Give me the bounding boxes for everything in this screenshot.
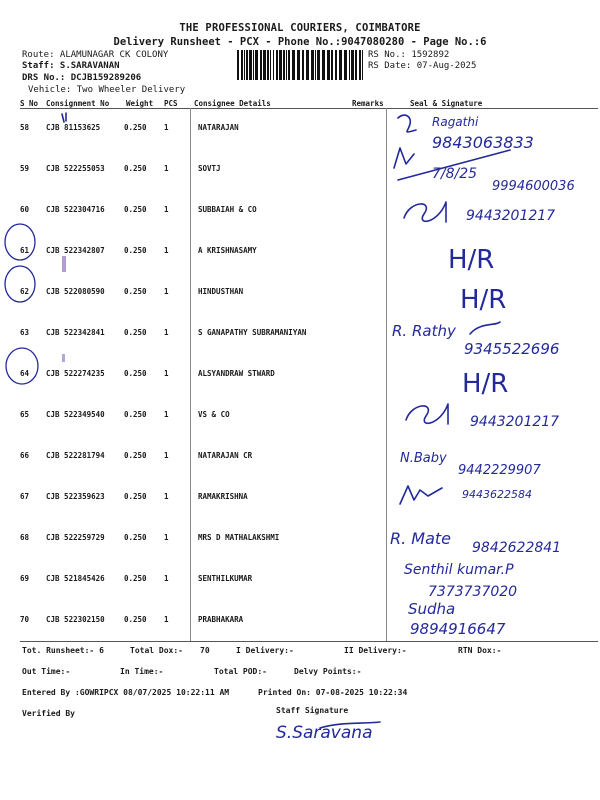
company-title: THE PROFESSIONAL COURIERS, COIMBATORE (179, 22, 421, 34)
cell-pcs: 1 (164, 123, 169, 132)
cell-weight: 0.250 (124, 492, 147, 501)
hw-phone-59: 9994600036 (492, 179, 575, 194)
cell-pcs: 1 (164, 615, 169, 624)
verified-by: Verified By (22, 709, 75, 718)
signature-scribble-67 (400, 486, 442, 504)
drs-text: DRS No.: DCJB159289206 (22, 73, 142, 83)
cell-weight: 0.250 (124, 574, 147, 583)
cell-consignment: CJB 521845426 (46, 574, 105, 583)
signature-scribble-65 (406, 404, 448, 424)
circle-mark-62 (5, 266, 35, 302)
cell-sno: 59 (20, 164, 30, 173)
hw-name-70: Sudha (408, 600, 456, 618)
signature-scribble-58 (398, 115, 416, 132)
cell-weight: 0.250 (124, 328, 147, 337)
cell-consignee: SENTHILKUMAR (198, 574, 253, 583)
cell-weight: 0.250 (124, 287, 147, 296)
hw-mark-61: H/R (448, 245, 495, 275)
cell-consignment: CJB 81153625 (46, 123, 101, 132)
cell-consignee: ALSYANDRAW STWARD (198, 369, 275, 378)
cell-consignment: CJB 522342841 (46, 328, 105, 337)
cell-pcs: 1 (164, 205, 169, 214)
cell-consignee: HINDUSTHAN (198, 287, 244, 296)
total-dox-label: Total Dox:- (130, 646, 183, 655)
circle-mark-64 (6, 348, 38, 384)
cell-weight: 0.250 (124, 615, 147, 624)
cell-weight: 0.250 (124, 164, 147, 173)
ii-delivery: II Delivery:- (344, 646, 407, 655)
cell-sno: 63 (20, 328, 30, 337)
hw-phone-70: 9894916647 (410, 620, 506, 638)
staff-text: Staff: S.SARAVANAN (22, 61, 120, 71)
cell-sno: 68 (20, 533, 30, 542)
cell-pcs: 1 (164, 533, 169, 542)
cell-consignee: S GANAPATHY SUBRAMANIYAN (198, 328, 307, 337)
cell-sno: 66 (20, 451, 30, 460)
hw-phone-60: 9443201217 (466, 208, 556, 224)
cell-pcs: 1 (164, 287, 169, 296)
cell-consignee: MRS D MATHALAKSHMI (198, 533, 280, 542)
vehicle-text: Vehicle: Two Wheeler Delivery (28, 85, 186, 95)
cell-consignment: CJB 522281794 (46, 451, 105, 460)
cell-consignment: CJB 522349540 (46, 410, 105, 419)
cell-consignee: NATARAJAN (198, 123, 239, 132)
cell-consignment: CJB 522274235 (46, 369, 105, 378)
cell-weight: 0.250 (124, 123, 147, 132)
cell-weight: 0.250 (124, 533, 147, 542)
cell-sno: 70 (20, 615, 30, 624)
cell-sno: 65 (20, 410, 30, 419)
cell-consignment: CJB 522342807 (46, 246, 105, 255)
cell-consignment: CJB 522302150 (46, 615, 105, 624)
rs-date: RS Date: 07-Aug-2025 (368, 61, 477, 71)
cell-sno: 69 (20, 574, 30, 583)
hw-name-58: Ragathi (432, 115, 479, 129)
cell-weight: 0.250 (124, 410, 147, 419)
ink-smudge-64 (62, 354, 65, 362)
hw-date-59: 7/8/25 (432, 166, 478, 182)
hw-phone-67: 9443622584 (462, 488, 532, 501)
out-time: Out Time:- (22, 667, 71, 676)
hw-name-69: Senthil kumar.P (404, 562, 514, 578)
cell-weight: 0.250 (124, 369, 147, 378)
cell-sno: 61 (20, 246, 30, 255)
hw-mark-62: H/R (460, 285, 507, 315)
staff-signature-label: Staff Signature (276, 706, 349, 715)
cell-pcs: 1 (164, 246, 169, 255)
cell-consignee: SOVTJ (198, 164, 221, 173)
printed-on: Printed On: 07-08-2025 10:22:34 (258, 688, 408, 697)
cell-pcs: 1 (164, 492, 169, 501)
cell-pcs: 1 (164, 164, 169, 173)
rtn-dox: RTN Dox:- (458, 646, 502, 655)
hw-phone-66: 9442229907 (458, 463, 541, 478)
col-seal-signature: Seal & Signature (410, 99, 483, 108)
cell-consignee: RAMAKRISHNA (198, 492, 248, 501)
cell-pcs: 1 (164, 410, 169, 419)
cell-consignee: SUBBAIAH & CO (198, 205, 257, 214)
total-pod: Total POD:- (214, 667, 267, 676)
hw-phone-63: 9345522696 (464, 340, 560, 358)
cell-consignee: PRABHAKARA (198, 615, 244, 624)
cell-pcs: 1 (164, 451, 169, 460)
in-time: In Time:- (120, 667, 164, 676)
cell-consignment: CJB 522080590 (46, 287, 105, 296)
entered-by: Entered By :GOWRIPCX 08/07/2025 10:22:11 AM (22, 688, 230, 697)
cell-consignment: CJB 522359623 (46, 492, 105, 501)
cell-weight: 0.250 (124, 205, 147, 214)
circle-mark-61 (5, 224, 35, 260)
hw-name-68: R. Mate (390, 529, 452, 548)
cell-consignee: A KRISHNASAMY (198, 246, 257, 255)
col-consignee: Consignee Details (194, 99, 271, 108)
signature-scribble-63 (470, 322, 500, 334)
signature-scribble-59 (394, 148, 414, 168)
ink-smudge-61 (62, 256, 66, 272)
col-remarks: Remarks (352, 99, 384, 108)
cell-consignment: CJB 522255053 (46, 164, 105, 173)
hw-phone-69: 7373737020 (428, 584, 518, 600)
cell-sno: 58 (20, 123, 30, 132)
rs-number: RS No.: 1592892 (368, 50, 450, 60)
cell-consignment: CJB 522259729 (46, 533, 105, 542)
col-sno: S No (20, 99, 39, 108)
tot-runsheet: Tot. Runsheet:- 6 (22, 646, 104, 655)
cell-consignee: VS & CO (198, 410, 230, 419)
hw-mark-64: H/R (462, 369, 509, 399)
cell-pcs: 1 (164, 328, 169, 337)
col-consignment: Consignment No (46, 99, 110, 108)
runsheet-subtitle: Delivery Runsheet - PCX - Phone No.:9047080280 - Page No.:6 (113, 36, 487, 48)
cell-sno: 62 (20, 287, 30, 296)
signature-scribble-60 (404, 202, 446, 222)
cell-consignment: CJB 522304716 (46, 205, 105, 214)
hw-name-63: R. Rathy (392, 322, 456, 340)
ink-tick-58 (62, 113, 66, 122)
cell-sno: 60 (20, 205, 30, 214)
hw-name-66: N.Baby (400, 451, 447, 466)
col-weight: Weight (126, 99, 154, 108)
cell-pcs: 1 (164, 574, 169, 583)
col-pcs: PCS (164, 99, 178, 108)
cell-weight: 0.250 (124, 451, 147, 460)
cell-consignee: NATARAJAN CR (198, 451, 253, 460)
hw-phone-65: 9443201217 (470, 414, 560, 430)
cell-pcs: 1 (164, 369, 169, 378)
i-delivery: I Delivery:- (236, 646, 294, 655)
hw-phone-58: 9843063833 (432, 133, 534, 152)
cell-sno: 67 (20, 492, 30, 501)
cell-sno: 64 (20, 369, 30, 378)
total-dox-value: 70 (200, 646, 210, 655)
route-text: Route: ALAMUNAGAR CK COLONY (22, 50, 169, 60)
hw-phone-68: 9842622841 (472, 540, 562, 556)
cell-weight: 0.250 (124, 246, 147, 255)
staff-signature-handwriting: S.Saravana (276, 723, 373, 743)
delvy-points: Delvy Points:- (294, 667, 362, 676)
